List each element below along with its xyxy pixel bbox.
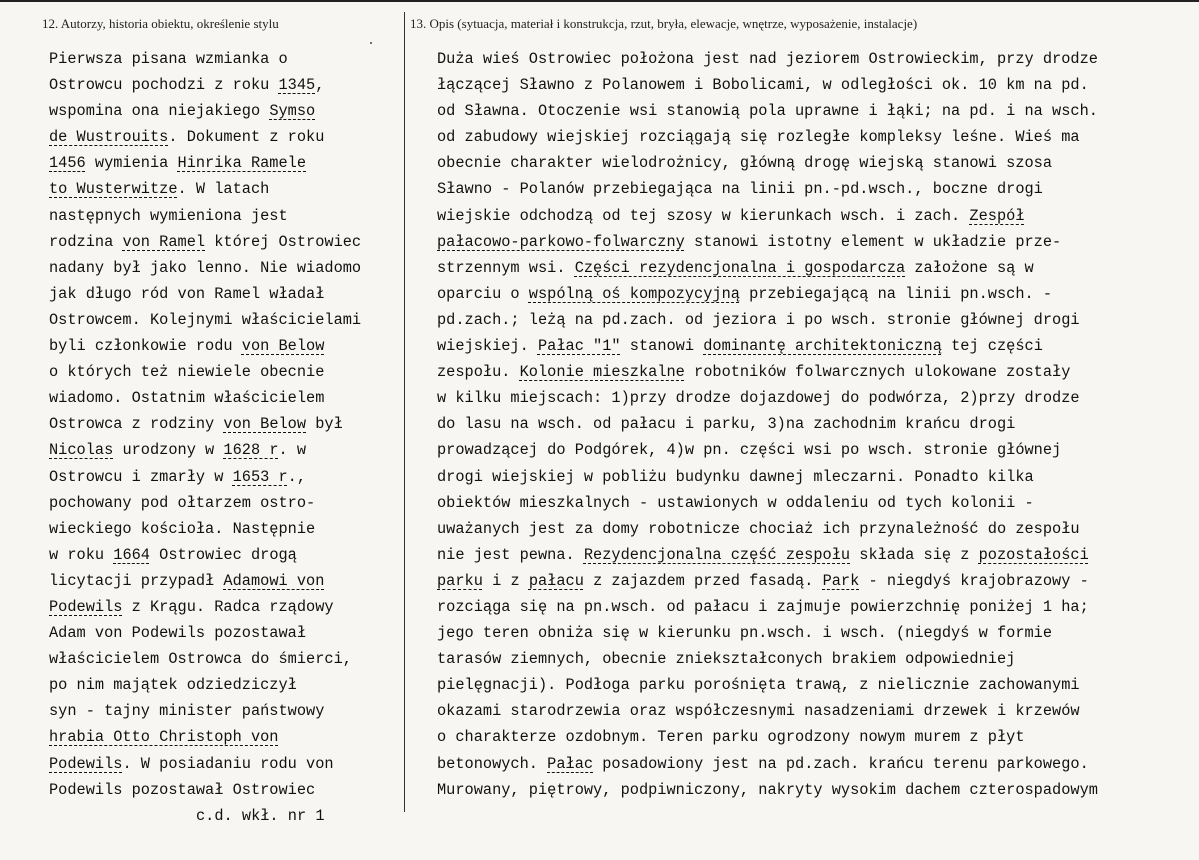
text-segment: Ostrowcu pochodzi z roku [49, 76, 279, 95]
section-13-header: 13. Opis (sytuacja, materiał i konstrukcja, rzut, bryła, elewacje, wnętrze, wyposażenie, instalacje) [410, 16, 918, 31]
underlined-term: dominantę architektoniczną [703, 337, 942, 356]
underlined-term: to Wusterwitze [49, 180, 178, 199]
text-line [49, 359, 401, 385]
text-line [437, 385, 1187, 411]
text-line [437, 490, 1187, 516]
underlined-term: Podewils [49, 597, 123, 616]
underlined-term: 1456 [49, 154, 86, 173]
text-segment: w roku [49, 545, 114, 564]
text-segment: łączącej Sławno z Polanowem i Bobolicami, w odległości ok. 10 km na pd. [437, 76, 1089, 95]
text-line [49, 777, 401, 803]
text-line [437, 98, 1187, 124]
ink-dot [370, 42, 372, 44]
text-segment: wspomina ona niejakiego [49, 102, 270, 121]
underlined-term: 1664 [113, 545, 150, 564]
underlined-term: Adamowi von [223, 571, 325, 590]
text-line [437, 255, 1187, 281]
text-line [437, 646, 1187, 672]
text-segment: robotników folwarcznych ulokowane zostały [684, 363, 1071, 382]
text-segment: Duża wieś Ostrowiec położona jest nad jeziorem Ostrowieckim, przy drodze [437, 50, 1098, 68]
text-line [49, 724, 401, 750]
text-line [49, 594, 401, 620]
text-line [437, 333, 1187, 359]
text-segment: Podewils pozostawał Ostrowiec [49, 780, 316, 799]
column-divider [404, 12, 405, 812]
underlined-term: von Below [241, 337, 325, 356]
text-segment: jego teren obniża się w kierunku pn.wsch. i wsch. (niegdyś w formie [437, 624, 1053, 643]
underlined-term: pozostałości [978, 545, 1089, 564]
underlined-term: Hinrika Ramele [177, 154, 307, 173]
text-segment: wiejskie odchodzą od tej szosy w kierunkach wsch. i zach. [437, 206, 970, 225]
text-line [49, 698, 401, 724]
text-segment: był [306, 415, 343, 434]
text-line [437, 777, 1187, 803]
text-line [49, 176, 401, 202]
text-segment: założone są w [905, 258, 1034, 277]
text-segment: jak długo ród von Ramel władał [49, 284, 325, 303]
text-segment: urodzony w [113, 441, 224, 460]
text-line [437, 203, 1187, 229]
text-segment: posadowiony jest na pd.zach. krańcu terenu parkowego. [593, 754, 1089, 773]
text-segment: Murowany, piętrowy, podpiwniczony, nakryty wysokim dachem czterospadowym [437, 780, 1098, 799]
text-line [437, 150, 1187, 176]
text-segment: stanowi [620, 337, 704, 356]
text-segment: od Sławna. Otoczenie wsi stanowią pola uprawne i łąki; na pd. i na wsch. [437, 102, 1098, 121]
text-line [49, 464, 401, 490]
text-line [437, 568, 1187, 594]
text-line [437, 594, 1187, 620]
text-segment: właścicielem Ostrowca do śmierci, [49, 650, 352, 669]
text-line [49, 255, 401, 281]
text-segment: . W posiadaniu rodu von [122, 754, 334, 773]
text-segment: o których też niewiele obecnie [49, 363, 325, 382]
underlined-term: Podewils [49, 754, 123, 773]
text-segment: Ostrowca z rodziny [49, 415, 224, 434]
text-line [49, 385, 401, 411]
text-line [437, 437, 1187, 463]
underlined-term: wspólną oś kompozycyjną [528, 284, 740, 303]
text-segment: z Krągu. Radca rządowy [122, 597, 334, 616]
underlined-term: 1628 r [223, 441, 279, 460]
text-line [49, 124, 401, 150]
text-segment: Ostrowcem. Kolejnymi właścicielami [49, 310, 362, 329]
text-segment: składa się z [850, 545, 979, 564]
text-line [49, 72, 401, 98]
text-segment: po nim majątek odziedziczył [49, 676, 297, 695]
section-12-header: 12. Autorzy, historia obiektu, określenie stylu [42, 16, 279, 31]
text-segment: syn - tajny minister państwowy [49, 702, 325, 721]
text-segment: prowadzącej do Podgórek, 4)w pn. części wsi po wsch. stronie głównej [437, 441, 1062, 460]
text-segment: Adam von Podewils pozostawał [49, 624, 307, 643]
text-segment: Ostrowcu i zmarły w [49, 467, 233, 486]
text-line [437, 307, 1187, 333]
text-segment: uważanych jest za domy robotnicze chociaż ich przynależność do zespołu [437, 519, 1080, 538]
text-line [437, 516, 1187, 542]
text-segment: strzennym wsi. [437, 258, 575, 277]
text-segment: drogi wiejskiej w pobliżu budynku dawnej mleczarni. Ponadto kilka [437, 467, 1034, 486]
text-segment: pielęgnacji). Podłoga parku porośnięta trawą, z nielicznie zachowanymi [437, 676, 1080, 695]
text-line [437, 411, 1187, 437]
underlined-term: von Below [223, 415, 307, 434]
text-segment: Sławno - Polanów przebiegająca na linii pn.-pd.wsch., boczne drogi [437, 180, 1043, 199]
text-segment: wiadomo. Ostatnim właścicielem [49, 389, 325, 408]
text-line [437, 229, 1187, 255]
text-segment: stanowi istotny element w układzie prze- [684, 232, 1062, 251]
text-line [49, 229, 401, 255]
text-segment: wiejskiej. [437, 337, 538, 356]
underlined-term: de Wustrouits [49, 128, 169, 147]
text-segment: okazami starodrzewia oraz współczesnymi nasadzeniami drzewek i krzewów [437, 702, 1080, 721]
text-line [437, 464, 1187, 490]
text-segment: obiektów mieszkalnych - ustawionych w oddaleniu od tych kolonii - [437, 493, 1034, 512]
underlined-term: Części rezydencjonalna i gospodarcza [574, 258, 906, 277]
text-line [49, 437, 401, 463]
text-segment: do lasu na wsch. od pałacu i parku, 3)na zachodnim krańcu drogi [437, 415, 1016, 434]
text-segment: obecnie charakter wielodrożnicy, główną drogę wiejską stanowi szosa [437, 154, 1053, 173]
text-line [437, 46, 1187, 72]
text-segment: rozciąga się na pn.wsch. od pałacu i zajmuje powierzchnię poniżej 1 ha; [437, 597, 1089, 616]
underlined-term: Nicolas [49, 441, 114, 460]
text-segment: od zabudowy wiejskiej rozciągają się rozległe kompleksy leśne. Wieś ma [437, 128, 1080, 147]
underlined-term: pałacu [528, 571, 584, 590]
text-line [437, 359, 1187, 385]
underlined-term: Rezydencjonalna część zespołu [583, 545, 851, 564]
text-line [437, 124, 1187, 150]
text-segment: której Ostrowiec [205, 232, 362, 251]
underlined-term: 1653 r [232, 467, 288, 486]
text-line [49, 620, 401, 646]
text-segment: Ostrowiec drogą [149, 545, 297, 564]
text-line [49, 150, 401, 176]
text-segment: tej części [941, 337, 1043, 356]
underlined-term: hrabia Otto Christoph von [49, 728, 279, 747]
text-segment: licytacji przypadł [49, 571, 224, 590]
text-segment: . W latach [177, 180, 270, 199]
text-line [437, 672, 1187, 698]
text-segment: w kilku miejscach: 1)przy drodze dojazdowej do podwórza, 2)przy drodze [437, 389, 1080, 408]
text-segment: zespołu. [437, 363, 520, 382]
text-line [49, 516, 401, 542]
underlined-term: Symso [269, 102, 316, 121]
text-segment: oparciu o [437, 284, 529, 303]
text-line [49, 46, 401, 72]
text-line [437, 281, 1187, 307]
text-line [49, 672, 401, 698]
text-line [437, 724, 1187, 750]
continuation-note: c.d. wkł. nr 1 [196, 807, 325, 825]
text-line [49, 751, 401, 777]
underlined-term: von Ramel [122, 232, 206, 251]
text-line [49, 411, 401, 437]
underlined-term: Zespół [969, 206, 1025, 225]
text-line [49, 646, 401, 672]
text-segment: betonowych. [437, 754, 548, 773]
text-segment: , [315, 76, 325, 95]
text-line [49, 98, 401, 124]
text-segment: przebiegającą na linii pn.wsch. - [739, 284, 1053, 303]
text-line [437, 176, 1187, 202]
text-line [49, 490, 401, 516]
text-segment: pd.zach.; leżą na pd.zach. od jeziora i po wsch. stronie głównej drogi [437, 310, 1080, 329]
text-line [49, 307, 401, 333]
text-segment: wymienia [85, 154, 178, 173]
text-line [49, 333, 401, 359]
history-text-column [49, 46, 401, 803]
text-segment: nadany był jako lenno. Nie wiadomo [49, 258, 362, 277]
text-segment: pochowany pod ołtarzem ostro- [49, 493, 316, 512]
underlined-term: Park [822, 571, 860, 590]
underlined-term: Pałac [547, 754, 594, 773]
underlined-term: Pałac "1" [537, 337, 621, 356]
text-segment: byli członkowie rodu [49, 337, 242, 356]
text-line [437, 698, 1187, 724]
text-segment: nie jest pewna. [437, 545, 584, 564]
text-line [49, 203, 401, 229]
text-line [437, 542, 1187, 568]
text-segment: o charakterze ozdobnym. Teren parku ogrodzony nowym murem z płyt [437, 728, 1025, 747]
text-segment: i z [482, 571, 529, 590]
underlined-term: Kolonie mieszkalne [519, 363, 685, 382]
text-segment: rodzina [49, 232, 123, 251]
text-line [49, 281, 401, 307]
text-segment: następnych wymieniona jest [49, 206, 288, 225]
text-segment: tarasów ziemnych, obecnie zniekształconych brakiem odpowiedniej [437, 650, 1016, 669]
description-text-column [437, 46, 1187, 803]
text-segment: . Dokument z roku [168, 128, 325, 147]
text-line [49, 568, 401, 594]
text-line [437, 620, 1187, 646]
text-segment: z zajazdem przed fasadą. [583, 571, 823, 590]
text-segment: . w [278, 441, 307, 460]
underlined-term: parku [437, 571, 483, 590]
text-segment: ., [287, 467, 307, 486]
text-segment: wieckiego kościoła. Następnie [49, 519, 316, 538]
underlined-term: 1345 [278, 76, 316, 95]
underlined-term: pałacowo-parkowo-folwarczny [437, 232, 685, 251]
text-line [49, 542, 401, 568]
text-segment: - niegdyś krajobrazowy - [859, 571, 1089, 590]
text-segment: Pierwsza pisana wzmianka o [49, 50, 288, 68]
text-line [437, 72, 1187, 98]
text-line [437, 751, 1187, 777]
